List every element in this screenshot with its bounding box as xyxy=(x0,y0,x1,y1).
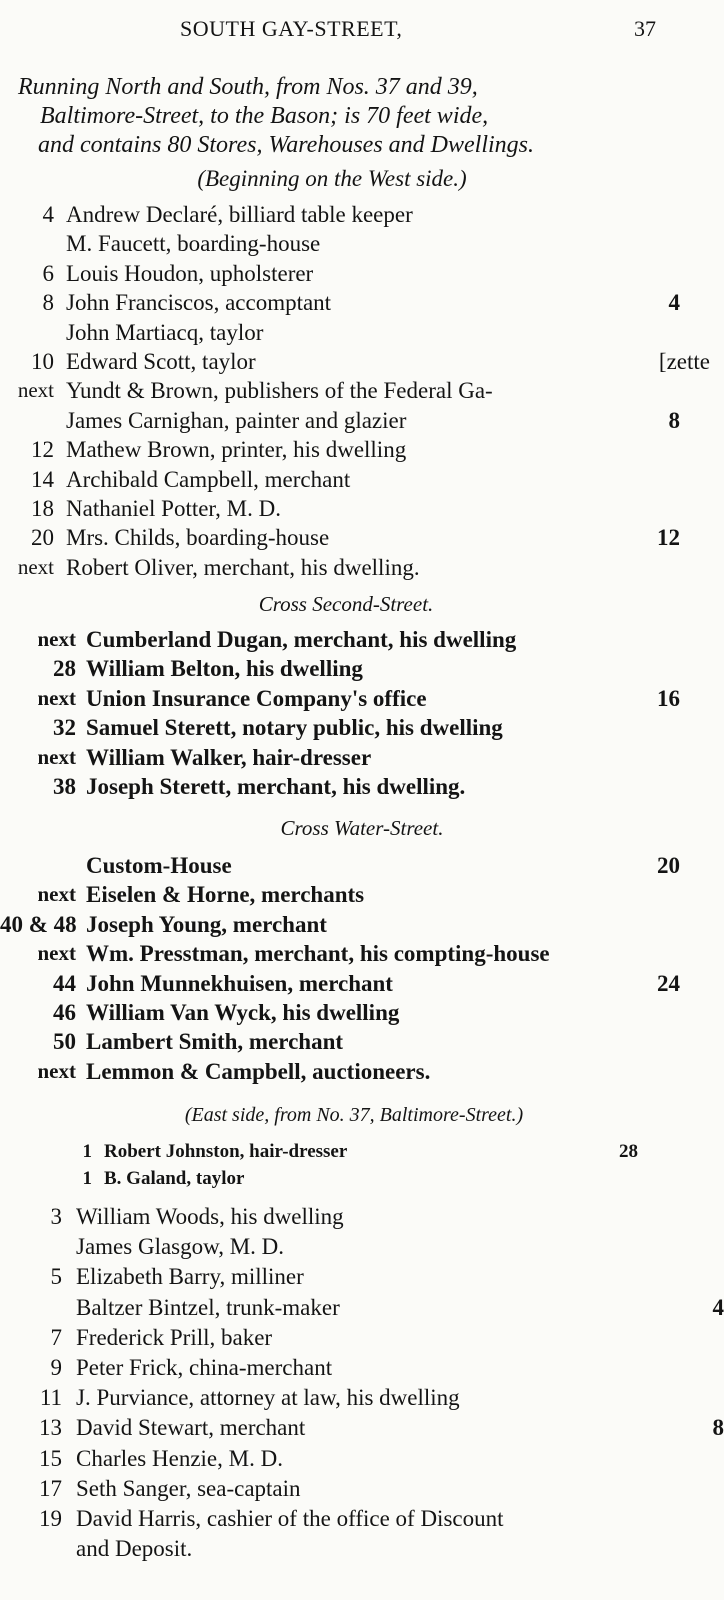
west-side-heading: (Beginning on the West side.) xyxy=(197,166,467,191)
directory-row xyxy=(0,774,724,804)
page-marker: [zette xyxy=(658,349,710,374)
resident-entry: Joseph Young, merchant xyxy=(86,911,327,937)
directory-row xyxy=(0,1536,724,1566)
resident-entry: Custom-House xyxy=(86,853,232,878)
resident-entry: Robert Johnston, hair-dresser xyxy=(104,1141,348,1162)
directory-row xyxy=(0,1506,724,1536)
house-number: next xyxy=(37,744,76,769)
directory-row xyxy=(0,320,724,350)
resident-entry: Archibald Campbell, merchant xyxy=(66,466,351,492)
directory-row xyxy=(0,1141,724,1171)
house-number: 17 xyxy=(39,1475,62,1501)
page-header xyxy=(0,16,724,48)
house-number: next xyxy=(37,941,76,966)
directory-row xyxy=(0,202,724,232)
intro-line-3: and contains 80 Stores, Warehouses and Dwellings. xyxy=(38,132,534,158)
resident-entry: Mathew Brown, printer, his dwelling xyxy=(66,437,407,463)
resident-entry: James Glasgow, M. D. xyxy=(76,1234,285,1260)
cross-second-street-heading: Cross Second-Street. xyxy=(258,592,434,616)
directory-row xyxy=(0,1355,724,1385)
house-number: 46 xyxy=(53,1000,76,1025)
resident-entry: Union Insurance Company's office xyxy=(86,685,427,711)
house-number: 44 xyxy=(53,970,76,996)
house-number: 14 xyxy=(31,466,54,492)
directory-row xyxy=(0,941,724,971)
directory-row xyxy=(0,467,724,497)
resident-entry: Frederick Prill, baker xyxy=(76,1324,273,1350)
resident-entry: Lemmon & Campbell, auctioneers. xyxy=(86,1058,431,1084)
street-title: SOUTH GAY-STREET, xyxy=(180,16,403,41)
directory-row xyxy=(0,656,724,686)
house-number: 38 xyxy=(53,774,76,799)
directory-row xyxy=(0,1059,724,1089)
directory-row xyxy=(0,290,724,320)
house-number: 28 xyxy=(53,656,76,682)
resident-entry: William Van Wyck, his dwelling xyxy=(86,1000,400,1025)
directory-row xyxy=(0,408,724,438)
directory-row xyxy=(0,231,724,261)
directory-row xyxy=(0,1446,724,1476)
directory-row xyxy=(0,1264,724,1294)
house-number: next xyxy=(17,554,54,579)
directory-row xyxy=(0,555,724,585)
resident-entry: Charles Henzie, M. D. xyxy=(76,1445,283,1471)
page-marker: 12 xyxy=(657,525,680,551)
house-number: 4 xyxy=(42,202,54,227)
directory-row xyxy=(0,1476,724,1506)
house-number: next xyxy=(17,378,54,403)
resident-entry: John Franciscos, accomptant xyxy=(66,290,332,316)
house-number: 1 xyxy=(82,1168,92,1189)
house-number: 15 xyxy=(39,1445,62,1471)
house-number: 8 xyxy=(42,290,54,316)
directory-row xyxy=(0,1415,724,1445)
house-number: 7 xyxy=(50,1324,62,1350)
house-number: 9 xyxy=(50,1355,62,1380)
directory-row xyxy=(0,1325,724,1355)
east-side-heading: (East side, from No. 37, Baltimore-Street.) xyxy=(184,1104,524,1126)
directory-row xyxy=(0,745,724,775)
resident-entry: M. Faucett, boarding-house xyxy=(66,231,321,257)
house-number: 11 xyxy=(39,1385,62,1411)
directory-row xyxy=(0,686,724,716)
page-marker: 16 xyxy=(657,685,680,711)
directory-row xyxy=(0,1168,724,1198)
directory-row xyxy=(0,378,724,408)
house-number: next xyxy=(37,685,76,710)
page-marker: 4 xyxy=(712,1294,724,1320)
resident-entry: Yundt & Brown, publishers of the Federal Ga- xyxy=(66,378,493,404)
house-number: next xyxy=(37,882,76,907)
directory-row xyxy=(0,261,724,291)
resident-entry: Andrew Declaré, billiard table keeper xyxy=(66,202,413,227)
resident-entry: Mrs. Childs, boarding-house xyxy=(66,525,330,551)
page-marker: 8 xyxy=(668,407,680,433)
directory-row xyxy=(0,912,724,942)
house-number: next xyxy=(37,1058,76,1083)
resident-entry: David Stewart, merchant xyxy=(76,1415,306,1441)
directory-row xyxy=(0,853,724,883)
directory-row xyxy=(0,1234,724,1264)
resident-entry: Cumberland Dugan, merchant, his dwelling xyxy=(86,627,517,652)
page-marker: 28 xyxy=(619,1141,638,1162)
house-number: 20 xyxy=(31,525,54,551)
resident-entry: John Munnekhuisen, merchant xyxy=(86,970,393,996)
page-marker: 4 xyxy=(668,290,680,316)
house-number: 13 xyxy=(39,1415,62,1441)
resident-entry: Wm. Presstman, merchant, his compting-house xyxy=(86,941,550,967)
resident-entry: William Walker, hair-dresser xyxy=(86,744,372,770)
directory-row xyxy=(0,882,724,912)
resident-entry: Peter Frick, china-merchant xyxy=(76,1355,333,1380)
directory-row xyxy=(0,627,724,657)
resident-entry: Lambert Smith, merchant xyxy=(86,1029,344,1055)
house-number: 32 xyxy=(53,715,76,741)
house-number: 10 xyxy=(31,349,54,374)
house-number: 50 xyxy=(53,1029,76,1055)
resident-entry: Baltzer Bintzel, trunk-maker xyxy=(76,1294,340,1320)
cross-water-street-heading: Cross Water-Street. xyxy=(280,816,444,840)
directory-row xyxy=(0,1029,724,1059)
intro-line-1: Running North and South, from Nos. 37 and 39, xyxy=(18,74,478,100)
directory-row xyxy=(0,971,724,1001)
resident-entry: James Carnighan, painter and glazier xyxy=(66,407,407,433)
directory-row xyxy=(0,1385,724,1415)
resident-entry: Seth Sanger, sea-captain xyxy=(76,1475,301,1501)
resident-entry: B. Galand, taylor xyxy=(104,1168,245,1189)
directory-row xyxy=(0,496,724,526)
resident-entry: Louis Houdon, upholsterer xyxy=(66,260,314,286)
intro-line-2: Baltimore-Street, to the Bason; is 70 feet wide, xyxy=(40,103,489,129)
page-marker: 20 xyxy=(657,853,680,878)
resident-entry: Nathaniel Potter, M. D. xyxy=(66,496,281,521)
house-number: 3 xyxy=(50,1204,62,1229)
directory-row xyxy=(0,437,724,467)
directory-row xyxy=(0,1204,724,1234)
page-marker: 8 xyxy=(712,1415,724,1441)
resident-entry: Robert Oliver, merchant, his dwelling. xyxy=(66,554,420,580)
house-number: 18 xyxy=(31,496,54,521)
page-marker: 24 xyxy=(657,970,680,996)
resident-entry: David Harris, cashier of the office of Discount xyxy=(76,1506,504,1531)
resident-entry: Eiselen & Horne, merchants xyxy=(86,882,365,908)
resident-entry: John Martiacq, taylor xyxy=(66,319,264,345)
directory-row xyxy=(0,525,724,555)
house-number: 1 xyxy=(82,1141,92,1162)
house-number: 5 xyxy=(50,1264,62,1290)
house-number: 19 xyxy=(39,1506,62,1531)
resident-entry: Elizabeth Barry, milliner xyxy=(76,1264,304,1290)
resident-entry: J. Purviance, attorney at law, his dwelling xyxy=(76,1385,460,1411)
resident-entry: Joseph Sterett, merchant, his dwelling. xyxy=(86,774,466,799)
house-number: 40 & 48 xyxy=(0,911,77,937)
house-number: 6 xyxy=(42,260,54,286)
page-number: 37 xyxy=(634,16,656,41)
resident-entry: William Woods, his dwelling xyxy=(76,1204,344,1229)
directory-row xyxy=(0,349,724,379)
directory-row xyxy=(0,715,724,745)
resident-entry: Samuel Sterett, notary public, his dwelling xyxy=(86,715,503,741)
resident-entry: William Belton, his dwelling xyxy=(86,656,363,682)
house-number: next xyxy=(37,627,76,651)
house-number: 12 xyxy=(31,437,54,463)
directory-row xyxy=(0,1000,724,1030)
resident-entry: and Deposit. xyxy=(76,1536,193,1562)
resident-entry: Edward Scott, taylor xyxy=(66,349,256,374)
directory-row xyxy=(0,1295,724,1325)
